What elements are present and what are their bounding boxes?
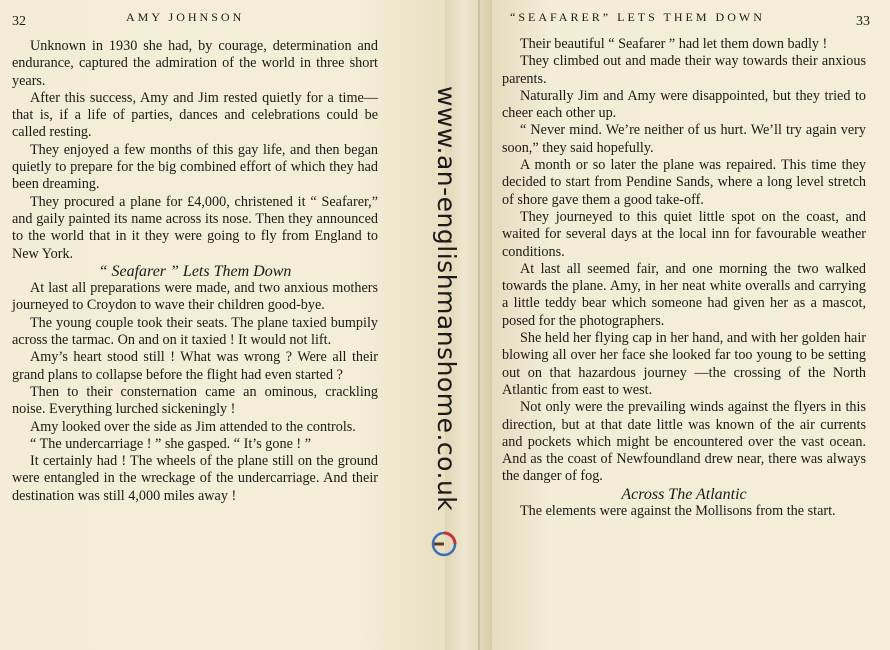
paragraph: They journeyed to this quiet little spot on the coast, and waited for several days at the local inn for favourable weather conditions. bbox=[502, 208, 866, 260]
left-paragraphs-before bbox=[12, 38, 378, 263]
running-head-right: “SEAFARER” LETS THEM DOWN bbox=[510, 10, 765, 24]
section-heading-seafarer: “ Seafarer ” Lets Them Down bbox=[98, 262, 292, 280]
left-paragraphs-after bbox=[12, 280, 378, 505]
running-head-left: AMY JOHNSON bbox=[126, 10, 245, 24]
paragraph: At last all preparations were made, and two anxious mothers journeyed to Croydon to wave their children good-bye. bbox=[12, 280, 378, 314]
paragraph: She held her flying cap in her hand, and with her golden hair blowing all over her face she looked far too young to be setting out on that hazardous journey —the crossing of the North Atlantic from east to west. bbox=[502, 330, 866, 398]
paragraph: It certainly had ! The wheels of the plane still on the ground were entangled in the wreckage of the undercarriage. And their destination was still 4,000 miles away ! bbox=[12, 453, 378, 504]
watermark-text: www.an-englishmanshome.co.uk bbox=[432, 86, 461, 512]
paragraph: Their beautiful “ Seafarer ” had let them down badly ! bbox=[520, 36, 828, 52]
watermark-url bbox=[432, 86, 462, 516]
paragraph: Naturally Jim and Amy were disappointed, but they tried to cheer each other up. bbox=[502, 87, 866, 122]
right-page bbox=[492, 0, 890, 650]
paragraph: They procured a plane for £4,000, christened it “ Seafarer,” and gaily painted its name across its nose. Then they announced to the world that in it they were going to fly from England to New York. bbox=[12, 193, 378, 262]
paragraph: The elements were against the Mollisons from the start. bbox=[520, 503, 836, 520]
paragraph: “ Never mind. We’re neither of us hurt. We’ll try again very soon,” they said hopefully. bbox=[502, 122, 866, 156]
paragraph: Then to their consternation came an ominous, crackling noise. Everything lurched sickeningly ! bbox=[12, 383, 378, 418]
paragraph: Unknown in 1930 she had, by courage, determination and endurance, captured the admiration of the world in three short years. bbox=[12, 38, 378, 89]
right-paragraphs-after bbox=[502, 503, 866, 520]
right-page-text bbox=[502, 36, 866, 520]
page-fold-line bbox=[478, 0, 480, 650]
paragraph: The young couple took their seats. The plane taxied bumpily across the tarmac. On and on it taxied ! It would not lift. bbox=[12, 314, 378, 349]
paragraph: “ The undercarriage ! ” she gasped. “ It’s gone ! ” bbox=[30, 435, 311, 452]
paragraph: They enjoyed a few months of this gay life, and then began quietly to prepare for the big combined effort of which they had been dreaming. bbox=[12, 141, 378, 193]
paragraph: A month or so later the plane was repaired. This time they decided to start from Pendine Sands, where a long level stretch of shore gave them a good take-off. bbox=[502, 157, 866, 208]
page-number-left: 32 bbox=[12, 14, 26, 29]
paragraph: They climbed out and made their way towards their anxious parents. bbox=[502, 53, 866, 87]
paragraph: Amy looked over the side as Jim attended to the controls. bbox=[30, 418, 356, 435]
right-paragraphs-before bbox=[502, 36, 866, 486]
paragraph: After this success, Amy and Jim rested quietly for a time—that is, if a life of parties, dances and celebrations could be called resting. bbox=[12, 89, 378, 141]
page-number-right: 33 bbox=[856, 14, 870, 29]
left-page-text bbox=[12, 38, 378, 505]
paragraph: Amy’s heart stood still ! What was wrong ? Were all their grand plans to collapse before the flight had even started ? bbox=[12, 349, 378, 383]
swirl-logo-icon bbox=[426, 527, 460, 561]
paragraph: Not only were the prevailing winds against the flyers in this direction, but at that date little was known of the air currents and pockets which might be encountered over the vast ocean. And as the coast of Newfoundland drew near, there was always the danger of fog. bbox=[502, 399, 866, 485]
paragraph: At last all seemed fair, and one morning the two walked towards the plane. Amy, in her neat white overalls and carrying a little teddy bear which someone had given her as a mascot, posed for the photographers. bbox=[502, 260, 866, 329]
section-heading-atlantic: Across The Atlantic bbox=[621, 485, 747, 503]
